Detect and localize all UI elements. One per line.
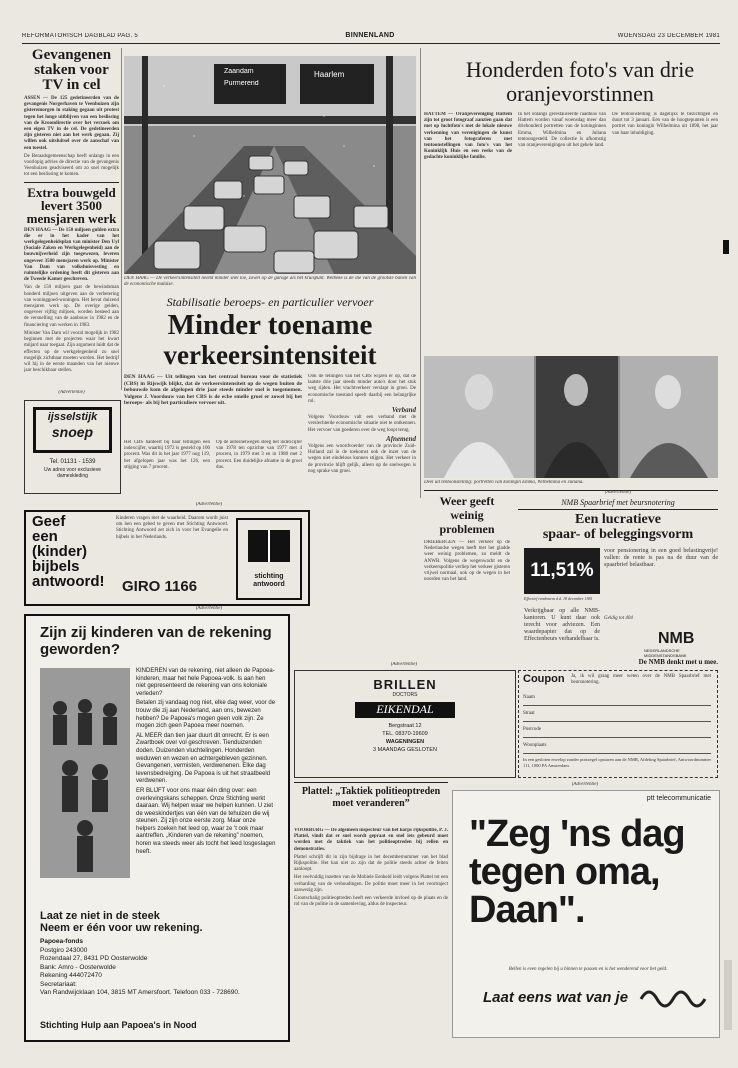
ad-brillen-city: WAGENINGEN [385, 739, 425, 745]
oranje-portraits [424, 356, 718, 478]
weer-headline: Weer geeft weinig problemen [439, 494, 495, 536]
ad-account: Rekening 444072470 [40, 972, 102, 979]
paragraph: Het veelvuldig inzetten van de Mobiele Eenheid leidt volgens Plattel tot een verharding van de verhoudingen. De politie moet meer in het voortraject aanwezig zijn. [294, 875, 448, 893]
ad-coupon-field-postcode[interactable]: Postcode [523, 727, 711, 738]
portraits-image [424, 356, 718, 478]
ad-nmb-brand-sub: NEDERLANDSCHE MIDDENSTANDSBANK [644, 648, 687, 658]
children-image [40, 668, 130, 878]
edge-mark [724, 960, 732, 1030]
ad-nmb-valid: Geldig tot 404 [604, 616, 633, 621]
paragraph: Minister Van Dam wil vooral mogelijk in 1982 beginnen met de projecten waar het kwart miljard naar toegaat. Zijn argument luidt dat de effecten op de werkgelegenheid zo snel mogelijk zichtbaar moeten worden. Het bedrijf wil hij in de eerste maanden van het nieuwe jaar beschikbaar stellen. [24, 330, 119, 374]
paragraph: Op de autosnelwegen steeg het indexcijfer van 1978 ten opzichte van 1977 met 4 procent, in 1979 met 3 en in 1980 met 2 procent. Een duidelijke afname in de groei dus. [216, 440, 302, 470]
ad-papoea[interactable] [24, 614, 290, 1042]
oranje-col-3 [612, 112, 718, 342]
ad-nmb-p1: voor pensionering in een goed belastingvrije! vallen: de rente is pas na de duur van de spaarbrief belastbaar. [604, 548, 718, 568]
ad-nmb-coupon[interactable] [518, 670, 718, 778]
paragraph: In het onlangs gerestaureerde raadhuis van Hattem worden vanaf woensdag meer dan driehonderd portretten van de koninginnen Emma, Wilhelmina en Juliana tentoongesteld. De collectie is afkomstig van oranjeverenigingen uit het gehele land. [518, 112, 606, 149]
paragraph: HATTEM — Oranjevereniging Hattem zijn tot groot fotograaf aanzien gaan dat met op luchtfoto's met de lokale nieuwe verkenning van verenigingen de kunst van het fotograferen met tentoonstellingen van foto's van het Koninklijk Huis en een reeks van de gedachte koninklijke familie. [424, 112, 512, 161]
issue-date: WOENSDAG 23 DECEMBER 1981 [617, 33, 720, 39]
ad-coupon-field-naam[interactable]: Naam [523, 695, 711, 706]
ad-label: (Advertentie) [58, 390, 85, 395]
ad-brillen-title: BRILLEN [373, 677, 437, 692]
ad-bank: Bank: Amro - Oosterwolde [40, 963, 116, 971]
paragraph: De Beraadsgemeenschap heeft onlangs in een voorlopig advies de directie van de gevangenis Veenhuizen geadviseerd om zo snel mogelijk tot een beslissing te komen. [24, 153, 119, 178]
ad-brillen[interactable] [294, 670, 516, 778]
main-col-2 [216, 440, 302, 500]
ad-coupon-field-straat[interactable]: Straat [523, 711, 711, 722]
ad-logo-text: stichting antwoord [253, 573, 285, 588]
main-lead: DEN HAAG — Uit tellingen van het centraal bureau voor de statistiek (CBS) in Rijswijk blijkt, dat de verkeersintensiteit op de wegen buiten de bebouwde kom de afgelopen drie jaar steeds minder snel is toegenomen. Volgens J. Voordouw van het CBS is de ecbe smelle groei er zowel bij het beroeps- als bij het particuliere vervoer uit. [124, 374, 302, 407]
paragraph: Betalen zij vandaag nog niet, elke dag weer, voor de trouw die zij aan Nederland, aan ons, bewezen hebben? De Papoea's mogen geen volk zijn. Ze mogen zich geen Papoea meer noemen. [136, 700, 276, 730]
paragraph: ER BLIJFT voor ons maar één ding over: een overlevingskans scheppen. Onze Stichting werkt daaraan. Wij helpen waar we helpen kunnen. U ziet de weeskindertjes van één van de tehuizen die wij steunen. Zij zijn onze eerste zorg. Maar onze helpers zoeken het leed op, waar ze 't ook maar aantreffen. „Kinderen van de rekening” noemen, horen wa steeds weer als tocht het leed losgeslagen heeft. [136, 787, 276, 855]
phone-cord-icon [639, 981, 709, 1011]
paragraph: DEN HAAG — De 150 miljoen gulden extra die er in het kader van het werkgelegenheidsplan van minister Den Uyl (Sociale Zaken en Werkgelegenheid) aan de bouwnijverheid zijn toegewezen, leveren ongeveer 3500 mensjaren werk op. Minister Van Dam van volkshuisvesting en ruimtelijke ordening heeft dit gisteren aan de Tweede Kamer geschreven. [24, 227, 119, 283]
ad-cta-1: Laat ze niet in de steek [40, 910, 160, 922]
ad-secretariat: Secretariaat: [40, 980, 77, 988]
ad-ptt-line2: tegen oma, [469, 851, 660, 893]
ad-papoea-footer: Stichting Hulp aan Papoea's in Nood [40, 1020, 197, 1030]
article-gevangenen [24, 96, 119, 179]
paragraph: Het CBS hanteert bij haar tellingen een indexcijfer, waarbij 1972 is gesteld op 100 procent. Was dit in het jaar 1977 nog 119, het afgelopen jaar was het 126, een stijging van 7 procent. [124, 440, 210, 470]
ad-label: (Advertentie) [195, 606, 223, 611]
ad-ptt-brand: ptt telecommunicatie [646, 795, 711, 802]
ad-headline: Geef [32, 513, 66, 530]
ad-tagline: Uw adres voor exclusieve dameskleding [44, 467, 101, 479]
paragraph: VOORBURG — De algemeen inspecteur van het korps rijkspolitie, P. J. Plattel, vindt dat er snel wordt gepraat en snel iets gebeurd moet worden met de taktiek van het politieoptreden bij rellen en demonstraties. [294, 828, 448, 852]
ad-brillen-logo: EIKENDAL [355, 702, 455, 718]
paragraph: Volgens Voordouw valt een verband met de verslechterde economische situatie niet te ontkennen. Het vervoer van goederen over de weg loopt terug. [308, 415, 416, 433]
ad-fund: Papoea-fonds [40, 938, 83, 945]
paragraph: Volgens een woordvoerder van de provincie Zuid-Holland zal in de toekomst ook de inzet van de wegen niet eindeloos kunnen stijgen. Het verkeer in de provincie blijft gelijk, alleen op de snelwegen is nog sprake van groei. [308, 444, 416, 474]
ad-nmb-kicker: NMB Spaarbrief met beursnotering [561, 498, 675, 507]
ad-ptt-slogan: Laat eens wat van je [483, 989, 629, 1006]
paragraph: Plattel schrijft dit in zijn bijdrage in het decembernummer van het blad Rijkspolitie. Het kan niet zo zijn dat de politie steeds achter de feiten aanloopt. [294, 854, 448, 873]
main-col-1 [124, 440, 210, 500]
ad-headline: een [32, 528, 58, 545]
paragraph: KINDEREN van de rekening, niet alleen de Papoea-kinderen, maar het hele Papoea-volk. Is aan hen niet gepresenteerd de rekening van ons koloniale verleden? [136, 668, 275, 697]
ad-body: Kinderen vragen met de waarheid. Daarom wordt juist om hen een gebed te geven met Stichting Antwoord. Stichting Antwoord zet zich in voor het Evangelie en bijbels in het Nederlands. [116, 516, 228, 540]
paragraph: DRIEBERGEN — Het verkeer op de Nederlandse wegen heeft met het gladde weer weinig problemen, zo meldt de ANWB. Volgens de wegenwacht en de verkeerspolitie verliep het verkeer gisteren vrijwel normaal, ook op de wegen in het noorden van het land. [424, 540, 510, 583]
ad-secretariat-address: Van Randwijcklaan 104, 3815 MT Amersfoort. Telefoon 033 - 728690. [40, 989, 240, 996]
paper-name: REFORMATORISCH DAGBLAD PAG. 5 [22, 33, 139, 39]
article-bouwgeld [24, 228, 119, 375]
road-sign-purmerend: Purmerend [224, 80, 259, 87]
ad-address: Rozendaal 27, 8431 PD Oosterwolde [40, 955, 148, 962]
paragraph: Ook de tellingen van het CBS wijzen er op, dat de laatste drie jaar steeds minder auto's door het stuk weg rijden. Het vrachtverkeer verslapt in groei. De economische toestand speelt daarbij een belangrijke rol. [308, 374, 416, 404]
ad-label: (Advertentie) [195, 502, 223, 507]
book-icon [240, 524, 298, 568]
ad-brillen-address: Bergstraat 12 [388, 723, 422, 729]
photo-caption: DEN HAAG — De verkeersintensiteit neemt minder snel toe, zowel op de garage als het kruispunt. Welbeke is de die van de grootste banen van de economische malaise. [124, 276, 416, 288]
ad-logo-line2: snoep [51, 424, 94, 440]
headline-bouwgeld: Extra bouwgeld levert 3500 mensjaren werk [26, 184, 117, 226]
oranje-col-2 [518, 112, 606, 342]
ad-ptt-fine: Bellen is even regelen bij u binnen te passen en is het wenderend voor het geld. [508, 967, 668, 972]
ad-nmb-rate-note: Effectief rendement d.d. 18 december 1981 [524, 596, 593, 601]
ad-brillen-hours: 3 MAANDAG GESLOTEN [373, 747, 437, 753]
oranje-col-1 [424, 112, 512, 342]
paragraph: Grootschalig politieoptreden heeft een verkeerde invloed op de plaats en de rol van de politie in de samenleving, aldus de inspecteur. [294, 896, 448, 908]
road-sign-zaandam: Zaandam [224, 68, 254, 75]
ad-nmb-rate [524, 548, 600, 594]
ad-logo-line1: ijsselstijk [47, 411, 98, 423]
plattel-body [294, 828, 448, 1040]
ad-papoea-title: Zijn zij kinderen van de rekening geworden? [40, 624, 272, 658]
ad-giro: GIRO 1166 [122, 578, 198, 595]
ad-ijsselstijk[interactable] [24, 400, 121, 494]
ad-phone: Tel. 01131 - 1539 [49, 459, 96, 465]
road-sign-haarlem: Haarlem [314, 70, 345, 79]
ad-headline: antwoord! [32, 573, 105, 590]
ad-cta-2: Neem er één voor uw rekening. [40, 922, 203, 934]
plattel-headline: Plattel: „Taktiek politieoptreden moet veranderen” [301, 786, 441, 809]
ad-nmb[interactable] [518, 498, 718, 780]
ad-coupon-field-woonplaats[interactable]: Woonplaats [523, 743, 711, 754]
ad-nmb-p2: Verkrijgbaar op alle NMB-kantoren. U kunt daar ook terecht voor adviezen. Een waardepapier dat op de Effectenbeurs verhandelbaar is. [524, 608, 600, 642]
subhead-verband: Verband [391, 406, 416, 415]
ad-ptt-line1: "Zeg 'ns dag [469, 813, 685, 855]
children-photo [40, 668, 130, 878]
ad-coupon-title: Coupon [523, 673, 565, 685]
headline-gevangenen: Gevangenen staken voor TV in cel [31, 48, 112, 93]
main-headline-1: Minder toename [167, 310, 373, 340]
left-column [24, 48, 119, 390]
ad-nmb-slogan: De NMB denkt met u mee. [638, 658, 718, 666]
ad-ptt[interactable] [452, 790, 720, 1038]
ad-logo-box [236, 518, 302, 600]
ad-headline: bijbels [32, 558, 80, 575]
paragraph: AL MEER dan tien jaar duurt dit onrecht. Er is een Zwartboek over vol geschreven. Tienduizenden doden. Duizenden vluchtelingen. Honderden weduwen en wezen en achtergebleven gezinnen. Gevangenen, vermisten, verdwenenen. Elke dag levensbedreiging. De Papoea is uit het straatbeeld verdwenen. [136, 732, 271, 785]
portraits-caption: Deel uit tentoonstelling: portretten van koningin Emma, Wilhelmina en Juliana. [424, 480, 584, 485]
ad-coupon-fine: In een gesloten envelop zonder postzegel opsturen aan de NMB, Afdeling Spaarbrief, Antwoordnummer 111, 1000 PA Amsterdam. [523, 757, 711, 768]
ad-postgiro: Postgiro 243000 [40, 946, 88, 954]
subhead-afnemend: Afnemend [386, 434, 416, 443]
ad-stichting-antwoord[interactable] [24, 510, 310, 606]
main-headline-2: verkeersintensiteit [163, 340, 377, 370]
ad-label: (Advertentie) [571, 782, 599, 787]
ad-label: (Advertentie) [390, 662, 418, 667]
main-col-3 [308, 374, 416, 660]
ad-brillen-l1: DOCTORS [392, 692, 418, 698]
ad-nmb-title1: Een lucratieve [575, 512, 661, 527]
main-kicker: Stabilisatie beroeps- en particulier vervoer [166, 295, 374, 309]
paragraph: De tentoonstelling is dagelijks te bezichtigen en duurt tot 3 januari. Een van de hoogtepunten is een portret van koningin Wilhelmina uit 1898, het jaar van haar inhuldiging. [612, 112, 718, 136]
ad-headline: (kinder) [32, 543, 88, 560]
traffic-photo [124, 56, 416, 274]
ad-nmb-brand: NMB [658, 630, 695, 647]
ad-brillen-phone: TEL. 08370-19609 [382, 731, 428, 737]
ad-label: (Advertentie) [604, 490, 632, 495]
weer-col-1 [424, 540, 510, 660]
ad-nmb-title2: spaar- of beleggingsvorm [542, 527, 694, 542]
paragraph: Van de 150 miljoen gaat de bewindsman honderd miljoen uitgeven aan de verbetering van woninggoed-woningen. Het bevat duizend mensjaren werk op. De overige gelden, ongeveer vijftig miljoen, worden besteed aan de versnelling van de aanbouw in 1982 en de financiering van werken in 1983. [24, 285, 119, 328]
ad-coupon-text: Ja, ik wil graag meer weten over de NMB Spaarbrief met beursnotering. [571, 674, 711, 686]
ad-nmb-rate-text: 11,51% [530, 560, 594, 581]
paragraph: ASSEN — De 125 gedetineerden van de gevangenis Norgerhaven te Veenhuizen zijn gisteremorgen in staking gegaan uit protest tegen het longe uitblijven van een beslissing van de Kroondirectie over het verzoek om een eigen TV in de cel. De gedetineerden zijn gisteren niet aan het werk gegaan. Zij willen ook uitsluitsel over de aanschaf van een toestel. [24, 96, 119, 151]
ad-ptt-line3: Daan". [469, 889, 585, 931]
oranje-headline: Honderden foto's van drie oranjevorstinnen [465, 58, 695, 106]
fold-mark [723, 240, 729, 254]
section-title: BINNENLAND [345, 32, 395, 39]
